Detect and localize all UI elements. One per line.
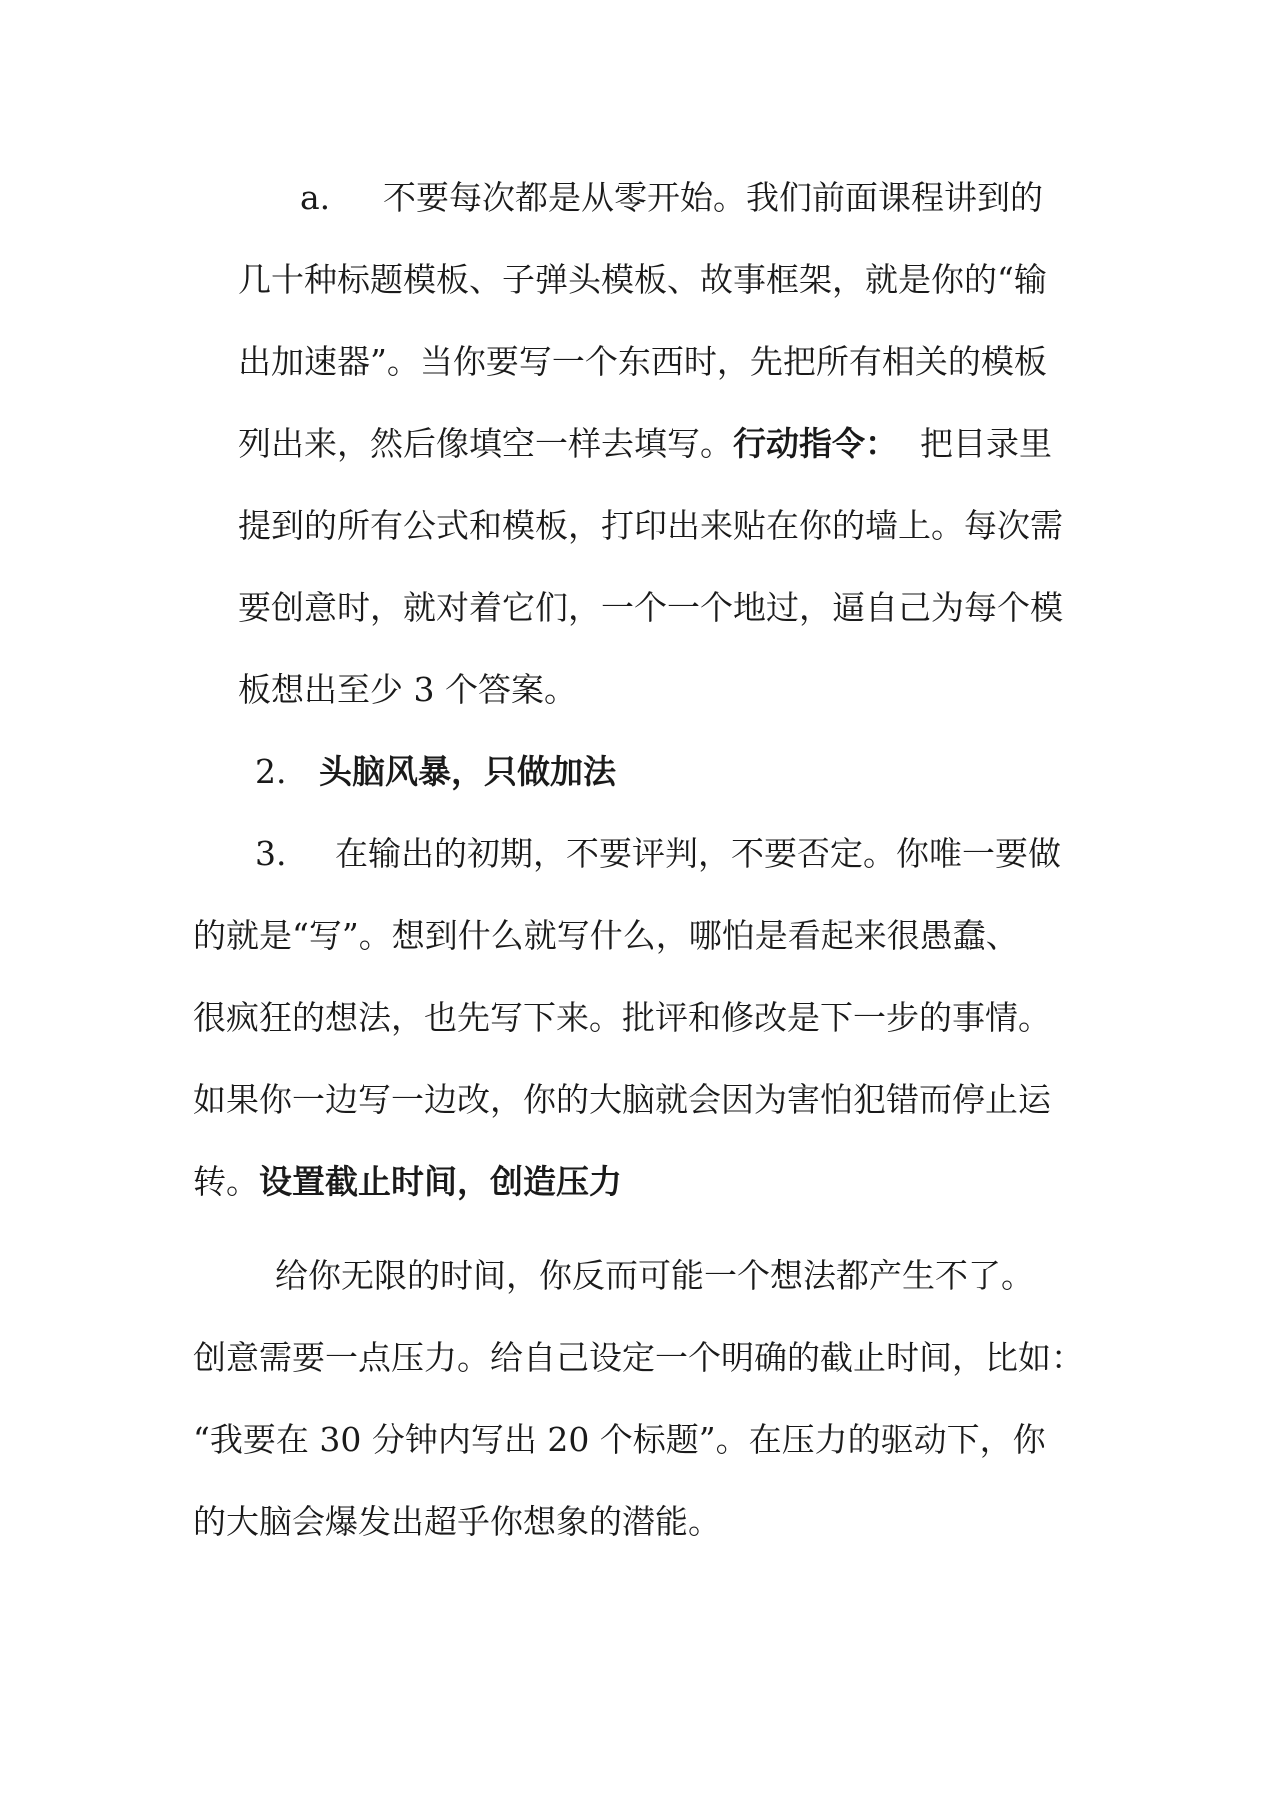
item-2-line bbox=[193, 752, 1083, 792]
closing-line-2: 创意需要一点压力。给自己设定一个明确的截止时间，比如： bbox=[193, 1338, 1084, 1377]
item-3-text: 在输出的初期，不要评判，不要否定。你唯一要做 bbox=[335, 834, 1061, 873]
item-a-line-7: 板想出至少 3 个答案。 bbox=[238, 670, 577, 709]
item-a-line-3: 出加速器”。当你要写一个东西时，先把所有相关的模板 bbox=[238, 342, 1047, 381]
closing-text: 给你无限的时间，你反而可能一个想法都产生不了。 bbox=[275, 1256, 1034, 1295]
item-a-line-4 bbox=[238, 424, 1083, 464]
item-a-line-5: 提到的所有公式和模板，打印出来贴在你的墙上。每次需 bbox=[238, 506, 1063, 545]
closing-line-3: “我要在 30 分钟内写出 20 个标题”。在压力的驱动下，你 bbox=[193, 1420, 1046, 1459]
closing-line-4: 的大脑会爆发出超乎你想象的潜能。 bbox=[193, 1502, 721, 1541]
item-a-text: 把目录里 bbox=[920, 424, 1052, 463]
item-3-line-5 bbox=[193, 1162, 1083, 1202]
item-3-line-2: 的就是“写”。想到什么就写什么，哪怕是看起来很愚蠢、 bbox=[193, 916, 1019, 955]
item-3-line-4: 如果你一边写一边改，你的大脑就会因为害怕犯错而停止运 bbox=[193, 1080, 1051, 1119]
closing-line-1 bbox=[193, 1256, 1083, 1296]
item-3-line-1 bbox=[193, 834, 1083, 874]
item-a-text: 不要每次都是从零开始。我们前面课程讲到的 bbox=[383, 178, 1043, 217]
item-a-line-2: 几十种标题模板、子弹头模板、故事框架，就是你的“输 bbox=[238, 260, 1047, 299]
list-number-2: 2. bbox=[255, 752, 287, 791]
item-a-line-6: 要创意时，就对着它们，一个一个地过，逼自己为每个模 bbox=[238, 588, 1063, 627]
list-number-3: 3. bbox=[255, 834, 287, 873]
item-a-line-1 bbox=[238, 178, 1083, 218]
item-3-line-3: 很疯狂的想法，也先写下来。批评和修改是下一步的事情。 bbox=[193, 998, 1051, 1037]
item-a-text: 列出来，然后像填空一样去填写。 bbox=[238, 424, 733, 463]
section-heading-deadline: 设置截止时间，创造压力 bbox=[259, 1162, 622, 1201]
list-marker-a: a. bbox=[300, 178, 331, 217]
action-label: 行动指令： bbox=[733, 424, 898, 463]
section-heading-brainstorm: 头脑风暴，只做加法 bbox=[319, 752, 616, 791]
item-3-text: 转。 bbox=[193, 1162, 259, 1201]
